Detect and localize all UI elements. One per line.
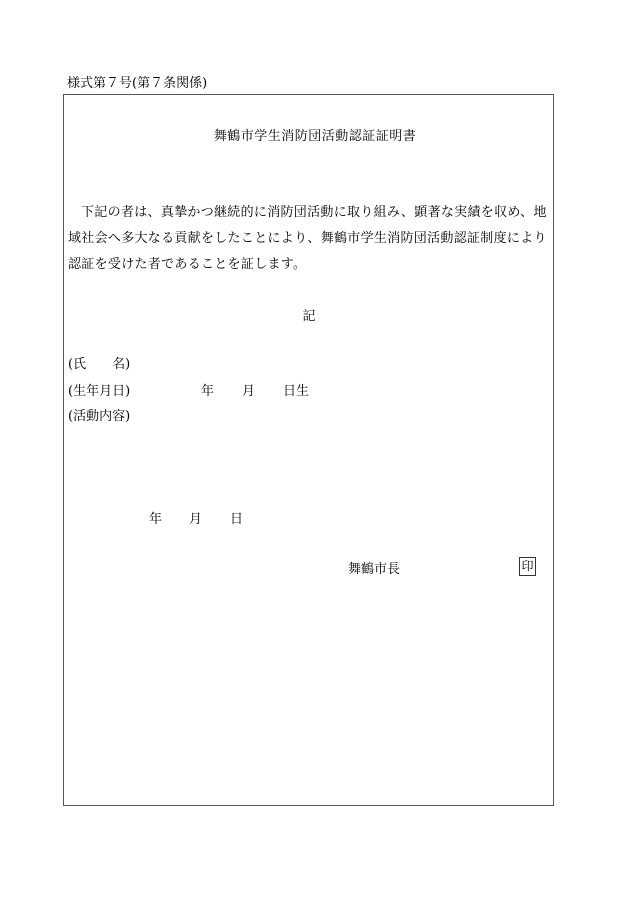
birth-year-unit: 年 <box>201 384 215 399</box>
certificate-title: 舞鶴市学生消防団活動認証証明書 <box>213 129 417 144</box>
issue-year-unit: 年 <box>149 512 163 527</box>
issuer-title: 舞鶴市長 <box>348 562 401 577</box>
body-line-3: 認証を受けた者であることを証します。 <box>68 257 307 272</box>
ki-heading: 記 <box>302 309 316 324</box>
certificate-body <box>68 200 550 278</box>
form-number: 様式第７号(第７条関係) <box>67 76 208 91</box>
body-line-1: 下記の者は、真摯かつ継続的に消防団活動に取り組み、顕著な実績を収め、地 <box>81 205 547 220</box>
activity-label: (活動内容) <box>68 409 131 424</box>
name-label: (氏 名) <box>68 357 131 372</box>
seal-mark: 印 <box>519 557 536 576</box>
issue-month-unit: 月 <box>189 512 203 527</box>
birthdate-label: (生年月日) <box>68 384 131 399</box>
issue-day-unit: 日 <box>230 512 244 527</box>
birth-month-unit: 月 <box>242 384 256 399</box>
body-line-2: 域社会へ多大なる貢献をしたことにより、舞鶴市学生消防団活動認証制度により <box>68 231 547 246</box>
birth-day-unit: 日生 <box>283 384 310 399</box>
